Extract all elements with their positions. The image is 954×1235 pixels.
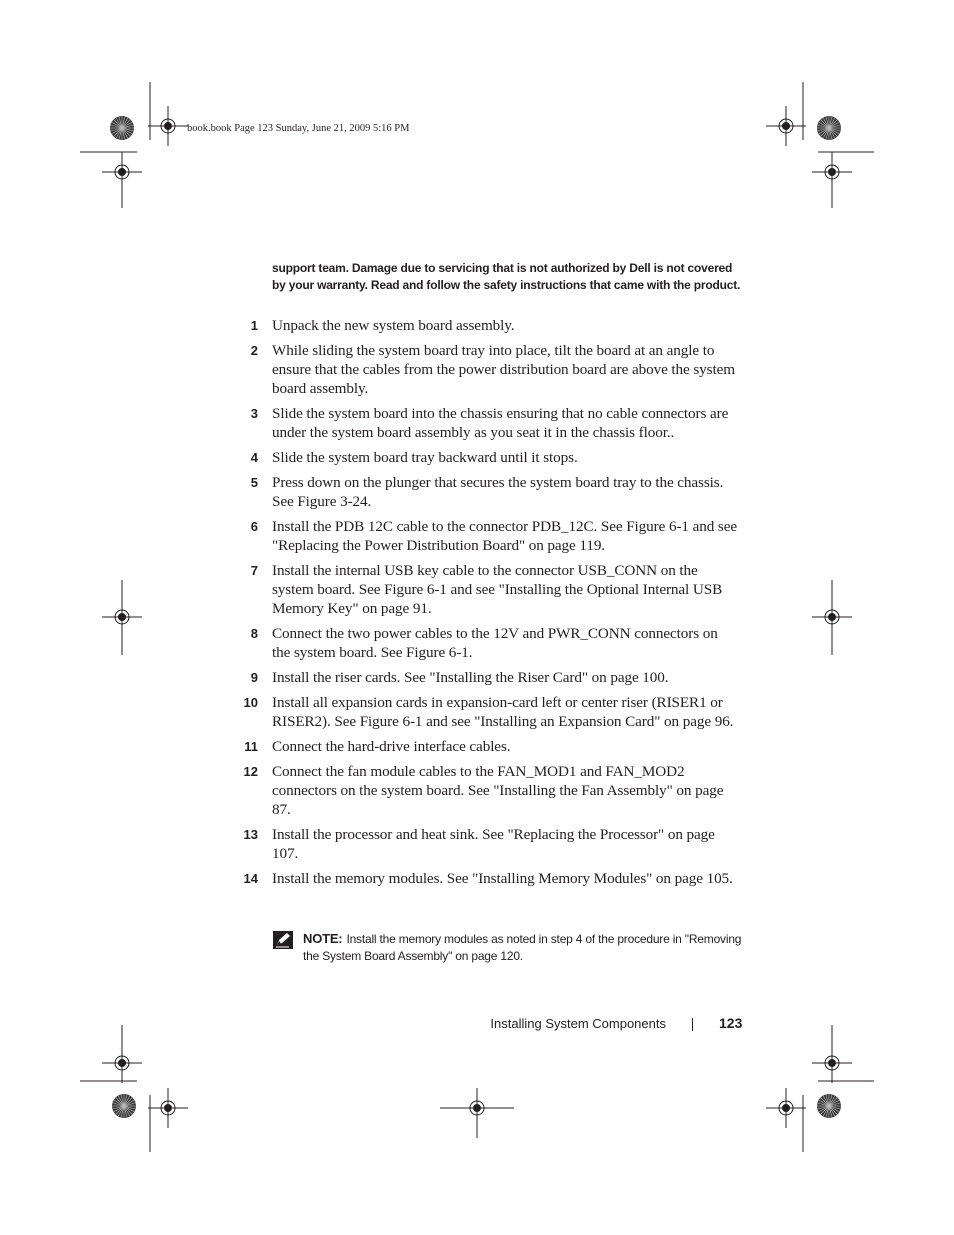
note-pencil-icon	[272, 930, 294, 950]
step-text: Connect the fan module cables to the FAN_MOD1 and FAN_MOD2 connectors on the system board. See "Installing the Fan Assembly" on page 87.	[272, 763, 724, 818]
step-number: 13	[243, 827, 258, 842]
step-number: 10	[243, 695, 258, 710]
step-item	[0, 825, 954, 869]
step-text: Install the PDB 12C cable to the connector PDB_12C. See Figure 6-1 and see "Replacing the Power Distribution Board" on page 119.	[272, 518, 738, 554]
color-rosette	[817, 1094, 841, 1118]
note-body: Install the memory modules as noted in step 4 of the procedure in "Removing the System Board Assembly" on page 120.	[303, 932, 742, 963]
step-number: 2	[250, 343, 258, 358]
step-item	[0, 762, 954, 825]
procedure-steps	[0, 316, 954, 894]
step-text: Install the riser cards. See "Installing the Riser Card" on page 100.	[272, 669, 669, 686]
footer-divider	[692, 1018, 693, 1031]
step-number: 3	[250, 406, 258, 421]
step-item	[0, 341, 954, 404]
step-text: Press down on the plunger that secures the system board tray to the chassis. See Figure 3-24.	[272, 474, 724, 510]
step-item	[0, 404, 954, 448]
step-item	[0, 448, 954, 473]
step-item	[0, 316, 954, 341]
step-text: Connect the two power cables to the 12V and PWR_CONN connectors on the system board. See Figure 6-1.	[272, 625, 718, 661]
step-text: Install all expansion cards in expansion-card left or center riser (RISER1 or RISER2). See Figure 6-1 and see "Installing an Expansion Card" on page 96.	[272, 694, 734, 730]
step-number: 5	[250, 475, 258, 490]
footer-page-number: 123	[719, 1015, 743, 1031]
color-rosette	[817, 116, 841, 140]
step-number: 9	[250, 670, 258, 685]
caution-continuation: support team. Damage due to servicing that is not authorized by Dell is not covered by your warranty. Read and follow the safety instructions that came with the product.	[272, 261, 741, 292]
step-text: Unpack the new system board assembly.	[272, 317, 515, 334]
note-block	[272, 930, 742, 965]
step-number: 14	[243, 871, 258, 886]
step-item	[0, 624, 954, 668]
step-text: Install the processor and heat sink. See "Replacing the Processor" on page 107.	[272, 826, 715, 862]
step-item	[0, 668, 954, 693]
step-number: 8	[250, 626, 258, 641]
note-text	[303, 930, 742, 965]
color-rosette	[112, 1094, 136, 1118]
step-item	[0, 869, 954, 894]
step-item	[0, 517, 954, 561]
step-text: Connect the hard-drive interface cables.	[272, 738, 511, 755]
note-label: NOTE:	[303, 931, 343, 946]
step-number: 7	[250, 563, 258, 578]
step-number: 4	[250, 450, 258, 465]
step-item	[0, 473, 954, 517]
step-item	[0, 693, 954, 737]
print-header-info: book.book Page 123 Sunday, June 21, 2009 5:16 PM	[187, 123, 410, 134]
step-text: Slide the system board tray backward until it stops.	[272, 449, 578, 466]
step-text: Install the memory modules. See "Installing Memory Modules" on page 105.	[272, 870, 733, 887]
step-item	[0, 737, 954, 762]
step-item	[0, 561, 954, 624]
step-text: While sliding the system board tray into place, tilt the board at an angle to ensure that the cables from the power distribution board are above the system board assembly.	[272, 342, 735, 397]
footer-section-title: Installing System Components	[490, 1016, 666, 1031]
step-number: 6	[250, 519, 258, 534]
step-number: 11	[244, 739, 258, 754]
step-text: Install the internal USB key cable to the connector USB_CONN on the system board. See Figure 6-1 and see "Installing the Optional Internal USB Memory Key" on page 91.	[272, 562, 723, 617]
step-number: 12	[243, 764, 258, 779]
color-rosette	[110, 116, 134, 140]
step-number: 1	[250, 318, 258, 333]
step-text: Slide the system board into the chassis ensuring that no cable connectors are under the system board assembly as you seat it in the chassis floor..	[272, 405, 729, 441]
